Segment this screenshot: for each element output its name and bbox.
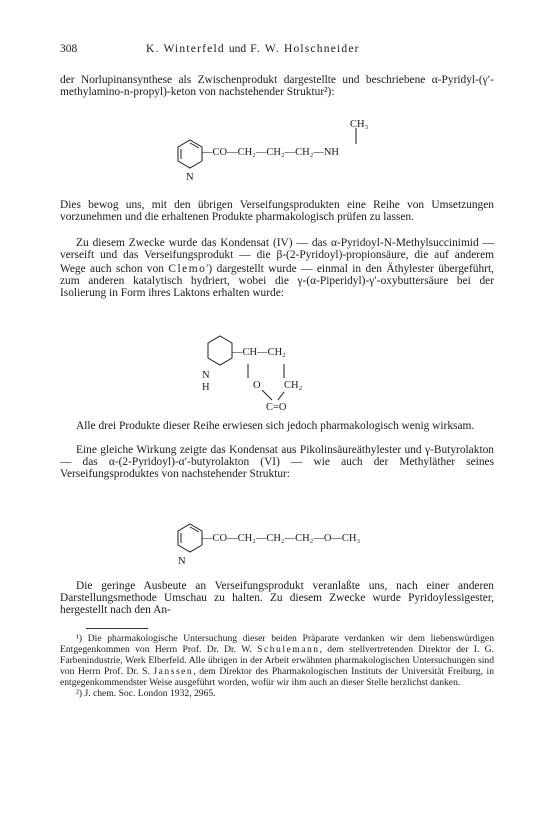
paragraph-3-text xyxy=(60,237,494,299)
footnote-2: ²) J. chem. Soc. London 1932, 2965. xyxy=(76,688,216,699)
ring-double-bond xyxy=(190,143,199,148)
paragraph-1-text: der Norlupinansynthese als Zwischenprodukt dargestellte und beschriebene α-Pyridyl-(γ′-methylamino-n-propyl)-keton von nachstehender Struktur²): xyxy=(60,74,494,99)
chain-label: —CO—CH₂—CH₂—CH₂—O—CH₃ xyxy=(202,533,361,544)
paragraph-5 xyxy=(60,444,494,480)
piperidine-ring xyxy=(208,336,232,365)
ring-double-bond xyxy=(190,527,199,532)
ring-nitrogen: N xyxy=(202,370,210,381)
paragraph-3-part-b: ) dargestellt wurde — einmal in den Äthylester übergeführt, zum anderen katalytisch hydriert, wobei die γ-(α-Piperidyl)-γ′-oxybuttersäure bei der Isolierung in Form ihres Laktons erhalten wurde: xyxy=(60,263,494,300)
paragraph-6 xyxy=(60,580,494,616)
running-header xyxy=(60,43,500,59)
structure-3 xyxy=(168,516,408,576)
bond-o-c xyxy=(262,390,272,400)
pyridine-ring xyxy=(178,140,202,168)
ch2-label: CH₂ xyxy=(284,380,303,391)
footnote-1-part-c: , dem Direktor des Pharmakologischen Instituts der Universität Freiburg, in entgegenkommendster Weise ausgeführt worden, wofür wir ihm auch an dieser Stelle herzlichst danken. xyxy=(60,666,495,688)
paragraph-6-text: Die geringe Ausbeute an Verseifungsprodukt veranlaßte uns, nach einer anderen Darstellungsmethode Umschau zu halten. Zu diesem Zwecke wurde Pyridoylessigester, hergestellt nach den An- xyxy=(60,580,494,617)
paragraph-4 xyxy=(60,420,494,432)
author-separator: und xyxy=(228,43,247,55)
author-name-clemo: Clemo xyxy=(168,263,207,276)
footnote-1-part-b: , dem stellvertretenden Direktor der I. G. Farbenindustrie, Werk Elberfeld. Alle übrigen in der Arbeit erwähnten pharmakologischen Untersuchungen sind von Herrn Prof. Dr. S. xyxy=(60,644,494,677)
paragraph-1 xyxy=(60,74,494,98)
paragraph-4-text: Alle drei Produkte dieser Reihe erwiesen sich jedoch pharmakologisch wenig wirksam. xyxy=(76,420,475,432)
footnotes xyxy=(60,633,494,699)
paragraph-2 xyxy=(60,199,494,223)
carbonyl-label: C=O xyxy=(266,402,287,413)
pyridine-ring xyxy=(178,524,202,552)
paragraph-5-text: Eine gleiche Wirkung zeigte das Kondensat aus Pikolinsäureäthylester und γ-Butyrolakton — das α-(2-Pyridoyl)-α′-butyrolakton (VI) — wie auch der Methyläther seines Verseifungsproduktes von nachstehender Struktur: xyxy=(60,444,494,481)
lactone-oxygen: O xyxy=(253,380,261,391)
footnote-1 xyxy=(60,633,494,688)
nitrogen-hydrogen: H xyxy=(202,382,210,393)
footnote-rule xyxy=(86,628,148,629)
ch-chain-label: —CH—CH₂ xyxy=(232,347,286,358)
structure-1-drawing xyxy=(168,114,408,194)
ring-nitrogen: N xyxy=(186,172,194,183)
footnote-1-part-a: ¹) Die pharmakologische Untersuchung dieser beiden Präparate verdanken wir dem liebenswürdigen Entgegenkommen von Herrn Prof. Dr. Dr. W. xyxy=(60,633,494,655)
bond-ch2-c xyxy=(278,392,284,400)
structure-2 xyxy=(198,328,348,418)
footnote-name-schulemann: Schulemann xyxy=(257,644,320,655)
structure-2-drawing xyxy=(198,328,348,418)
running-authors xyxy=(146,43,360,55)
reference-mark: ³ xyxy=(206,263,209,272)
chain-label: —CO—CH₂—CH₂—CH₂—NH xyxy=(202,147,339,158)
footnote-name-janssen: Janssen xyxy=(153,666,194,677)
paragraph-3-part-a: Zu diesem Zwecke wurde das Kondensat (IV) — das α-Pyridoyl-N-Methylsuccinimid — verseift und das Verseifungsprodukt — die β-(2-Pyridoyl)-propionsäure, die auf anderem Wege auch schon von xyxy=(60,237,494,276)
paragraph-2-text: Dies bewog uns, mit den übrigen Verseifungsprodukten eine Reihe von Umsetzungen vorzunehmen und die erhaltenen Produkte pharmakologisch prüfen zu lassen. xyxy=(60,199,494,224)
paragraph-3 xyxy=(60,237,494,299)
author-2: F. W. Holschneider xyxy=(250,43,360,55)
methyl-label: CH₃ xyxy=(350,119,369,130)
author-1: K. Winterfeld xyxy=(146,43,225,55)
page-number: 308 xyxy=(60,43,78,55)
ring-nitrogen: N xyxy=(178,556,186,567)
structure-1 xyxy=(168,114,408,194)
structure-3-drawing xyxy=(168,516,408,576)
